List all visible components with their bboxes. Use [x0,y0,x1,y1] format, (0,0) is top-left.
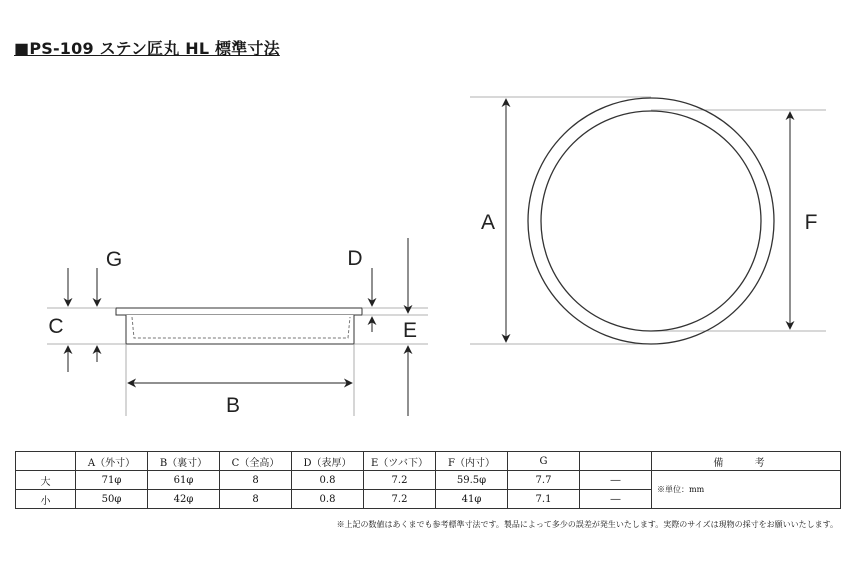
extension-lines [47,97,826,416]
table-cell: 41φ [436,490,508,509]
table-header [16,452,76,471]
dim-label-a: A [480,211,496,234]
table-cell: 71φ [76,471,148,490]
table-cell: 61φ [148,471,220,490]
table-row [16,471,841,490]
footnote: ※上記の数値はあくまでも参考標準寸法です。製品によって多少の誤差が発生いたします。実際のサイズは現物の採寸をお願いいたします。 [336,520,838,529]
table-cell: 7.2 [364,490,436,509]
table-header-remarks: 備 考 [652,452,841,471]
table-header: B（裏寸） [148,452,220,471]
table-header: E（ツバ下） [364,452,436,471]
dim-label-c: C [48,315,64,338]
table-cell: ― [580,471,652,490]
remarks-note: ※単位：mm [652,471,841,509]
side-view-body [126,315,354,344]
side-view-flange [116,308,362,315]
table-cell: 0.8 [292,490,364,509]
table-cell: 8 [220,490,292,509]
dim-label-d: D [347,247,363,270]
side-view [116,308,362,344]
spec-table [15,451,841,509]
dim-label-f: F [804,211,818,234]
table-cell: 7.2 [364,471,436,490]
top-view-inner-ring [541,111,761,331]
row-label: 大 [16,471,76,490]
row-label: 小 [16,490,76,509]
table-cell: 7.1 [508,490,580,509]
table-cell: 8 [220,471,292,490]
table-cell: 59.5φ [436,471,508,490]
table-cell: ― [580,490,652,509]
dim-label-b: B [225,394,241,417]
top-view [528,98,774,344]
table-header [580,452,652,471]
table-header: F（内寸） [436,452,508,471]
table-cell: 7.7 [508,471,580,490]
top-view-outer-ring [528,98,774,344]
table-header: C（全高） [220,452,292,471]
dimension-arrows [68,99,790,416]
table-header: G [508,452,580,471]
table-cell: 0.8 [292,471,364,490]
table-header: A（外寸） [76,452,148,471]
table-cell: 50φ [76,490,148,509]
table-header: D（表厚） [292,452,364,471]
dim-label-e: E [402,319,418,342]
table-header-row [16,452,841,471]
table-cell: 42φ [148,490,220,509]
page-title: ■PS-109 ステン匠丸 HL 標準寸法 [14,39,280,58]
dim-label-g: G [105,248,123,271]
